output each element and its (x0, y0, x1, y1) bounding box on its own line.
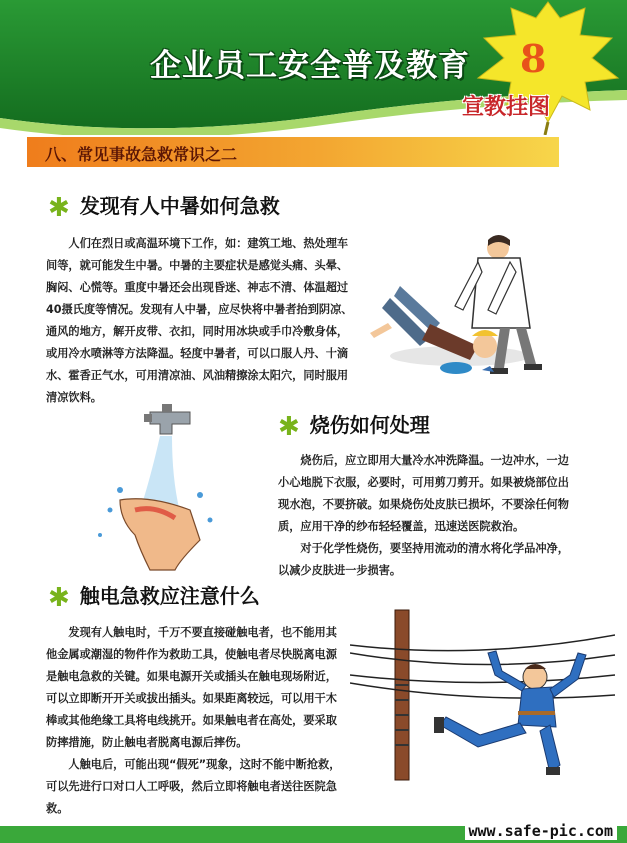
burn-text-1: 烧伤后，应立即用大量冷水冲洗降温。一边冲水，一边小心地脱下衣服，必要时，可用剪刀剪开。如果被烧部位出现水泡，不要挤破。如果烧伤处皮肤已损坏，不要涂任何物质，应用干净的纱布轻轻覆盖，迅速送医院救治。 (278, 454, 569, 533)
electric-illustration (350, 605, 615, 785)
star-icon: ✱ (48, 193, 70, 223)
heatstroke-illustration (360, 228, 575, 393)
faucet-icon (144, 404, 190, 434)
star-icon: ✱ (48, 583, 70, 613)
header-banner (0, 0, 627, 135)
electric-heading-text: 触电急救应注意什么 (79, 584, 260, 608)
heatstroke-heading-text: 发现有人中暑如何急救 (79, 194, 280, 218)
footer-url[interactable]: www.safe-pic.com (465, 822, 618, 840)
burn-text-2: 对于化学性烧伤，要坚持用流动的清水将化学品冲净，以减少皮肤进一步损害。 (278, 542, 569, 577)
star-icon: ✱ (278, 412, 300, 442)
burn-heading (278, 409, 430, 442)
power-pole-icon (395, 610, 409, 780)
poster-subtitle: 宣教挂图 (462, 95, 551, 120)
burn-paragraph (278, 450, 578, 582)
poster-number: 8 (520, 36, 547, 81)
heatstroke-heading (48, 190, 280, 223)
section-bar (27, 137, 559, 167)
electric-text-1: 发现有人触电时，千万不要直接碰触电者，也不能用其他金属或潮湿的物件作为救助工具，使触电者尽快脱离电源是触电急救的关键。如果电源开关或插头在触电现场附近，可以立即断开开关或拔出插头。如果距离较远，可以用干木棒或其他绝缘工具将电线挑开。如果触电者在高处，要采取防摔措施，防止触电者脱离电源后摔伤。 (46, 626, 337, 749)
electric-heading (48, 580, 260, 613)
burn-illustration (80, 400, 260, 575)
electric-text-2: 人触电后，可能出现“假死”现象，这时不能中断抢救，可以先进行口对口人工呼吸，然后立即将触电者送往医院急救。 (46, 758, 341, 815)
burn-heading-text: 烧伤如何处理 (309, 413, 430, 437)
heatstroke-text: 人们在烈日或高温环境下工作，如：建筑工地、热处理车间等，就可能发生中暑。中暑的主要症状是感觉头痛、头晕、胸闷、心慌等。重度中暑还会出现昏迷、神志不清、体温超过40摄氏度等情况。发现有人中暑，应尽快将中暑者抬到阴凉、通风的地方，解开皮带、衣扣，同时用冰块或手巾冷敷身体，或用冷水喷淋等方法降温。轻度中暑者，可以口服人丹、十滴水、霍香正气水，可用清凉油、风油精擦涂太阳穴，同时服用清凉饮料。 (46, 237, 353, 404)
electric-paragraph (46, 622, 342, 820)
page-title: 企业员工安全普及教育 (150, 48, 470, 84)
section-label: 八、常见事故急救常识之二 (45, 145, 238, 164)
heatstroke-paragraph (46, 233, 356, 409)
